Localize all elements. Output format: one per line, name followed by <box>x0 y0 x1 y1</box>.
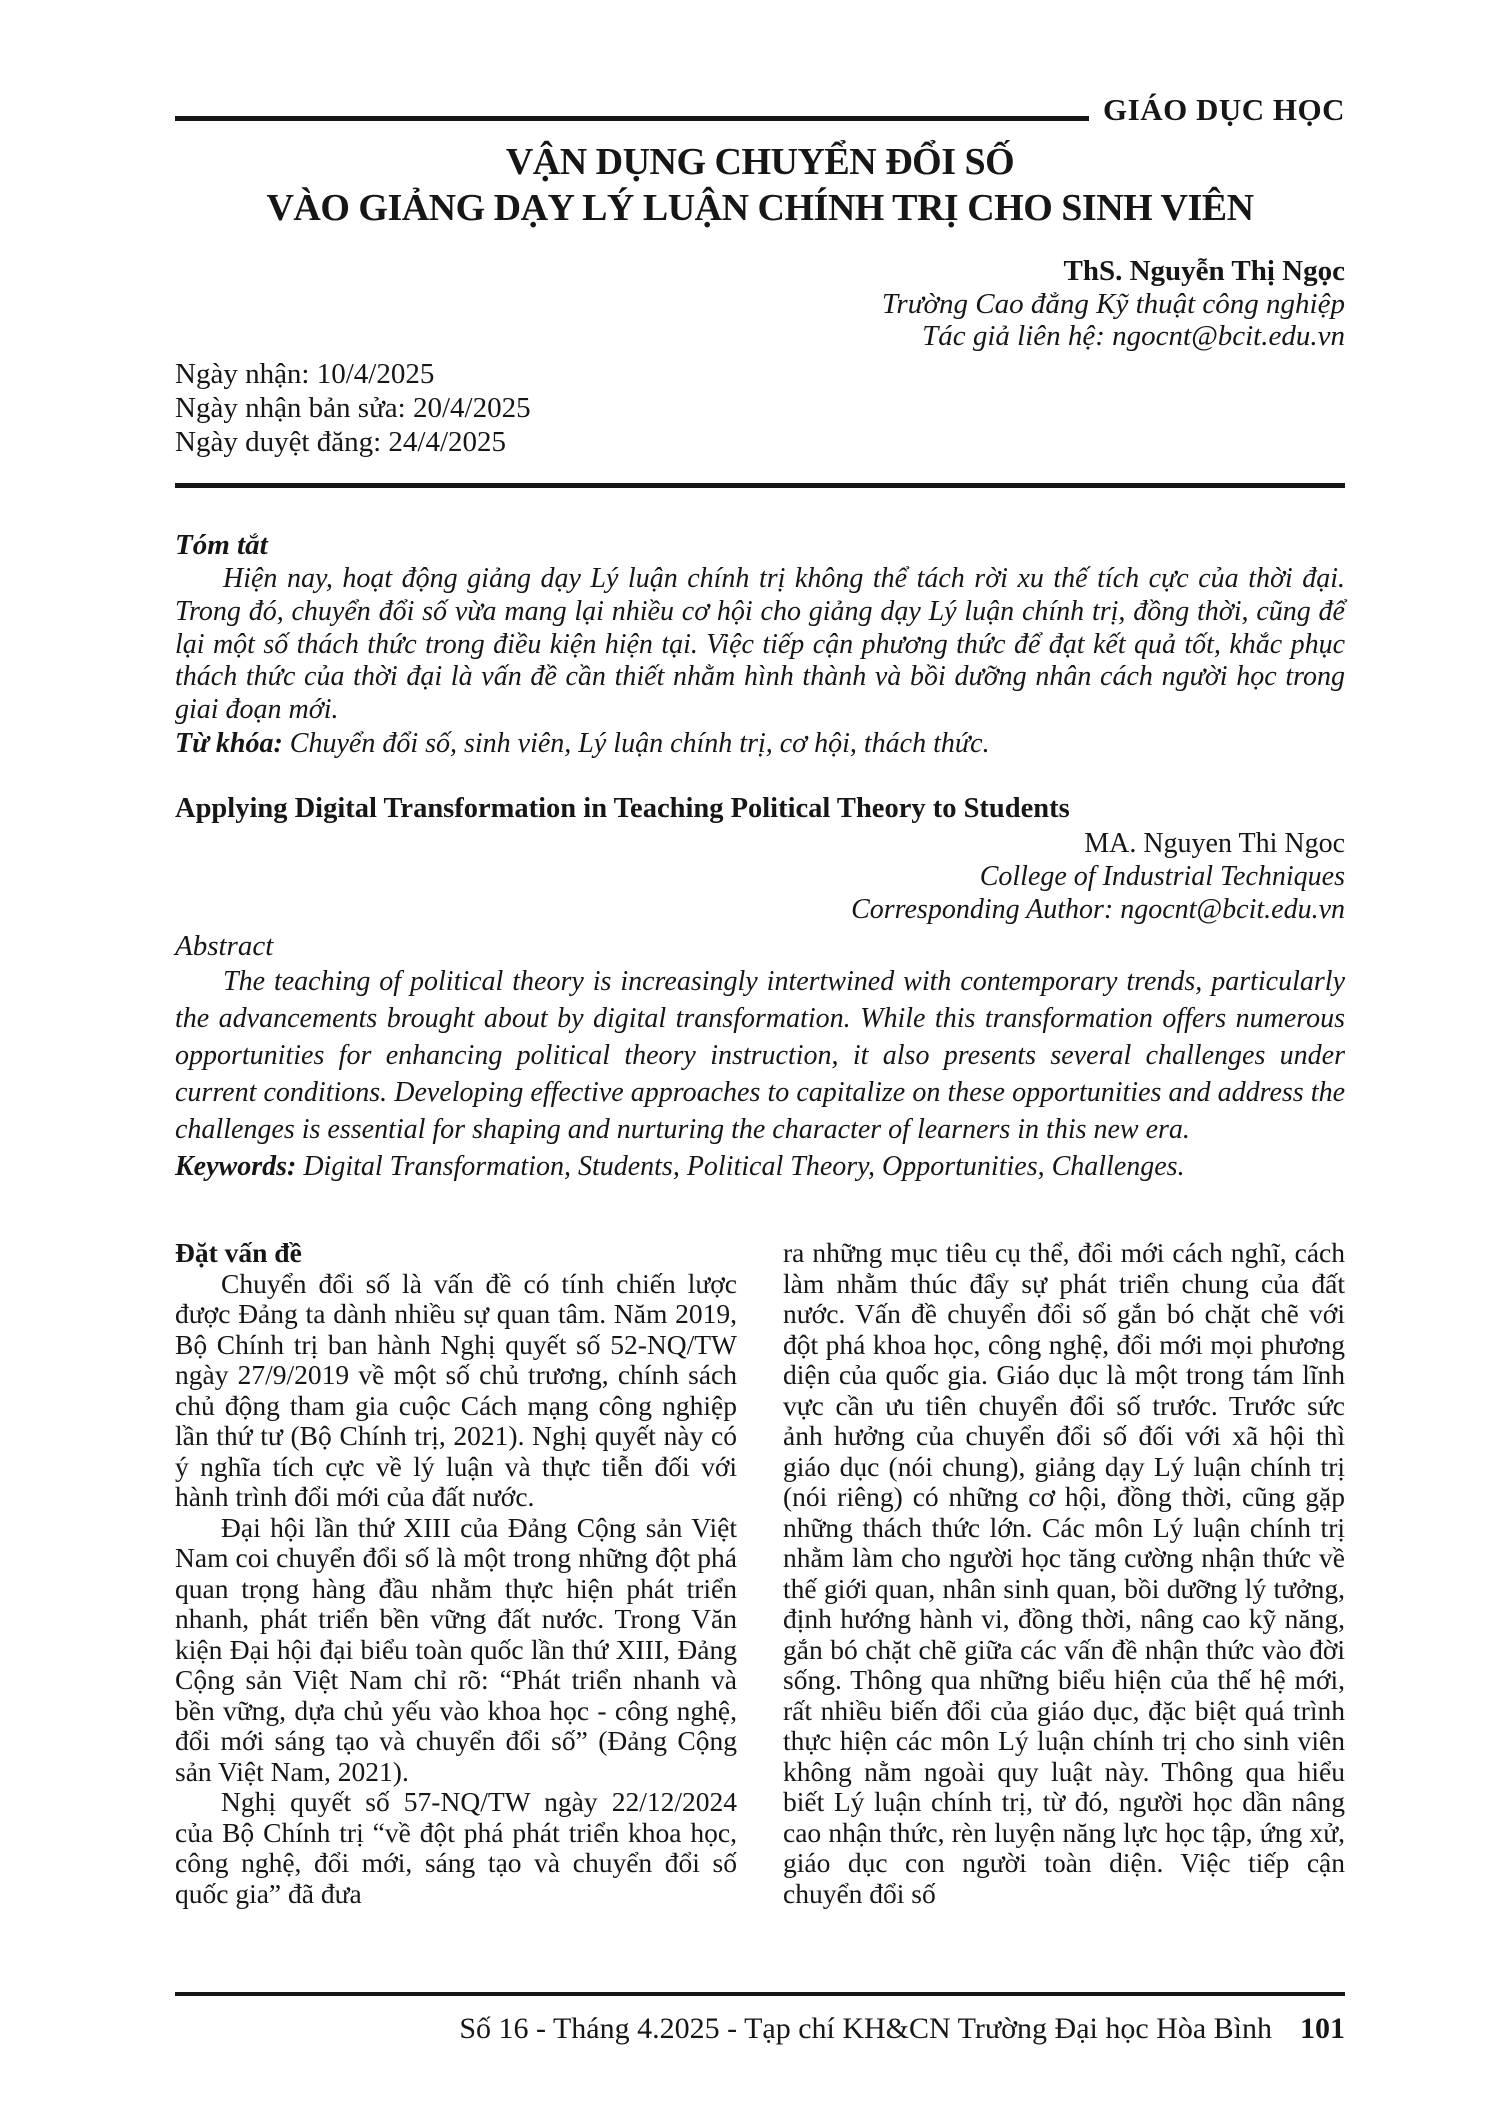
footer-line <box>175 2012 1345 2046</box>
date-received: Ngày nhận: 10/4/2025 <box>175 357 435 390</box>
keywords-en-label: Keywords: <box>175 1150 297 1182</box>
dates-block <box>175 357 1345 460</box>
author-block <box>175 255 1345 352</box>
body-left-column <box>175 1238 737 1909</box>
abstract-en <box>175 792 1345 1185</box>
abstract-vi <box>175 528 1345 760</box>
footer-text: Số 16 - Tháng 4.2025 - Tạp chí KH&CN Trường Đại học Hòa Bình <box>459 2012 1272 2045</box>
abstract-en-body: The teaching of political theory is increasingly intertwined with contemporary trends, particularly the advancements brought about by digital transformation. While this transformation offers numerous opportunities for enhancing political theory instruction, it also presents several challenges under current conditions. Developing effective approaches to capitalize on these opportunities and address the challenges is essential for shaping and nurturing the character of learners in this new era. <box>175 965 1345 1145</box>
paragraph: Nghị quyết số 57-NQ/TW ngày 22/12/2024 của Bộ Chính trị “về đột phá phát triển khoa học, công nghệ, đổi mới, sáng tạo và chuyển đổi số quốc gia” đã đưa <box>175 1786 737 1909</box>
date-accepted: Ngày duyệt đăng: 24/4/2025 <box>175 426 507 459</box>
en-title: Applying Digital Transformation in Teaching Political Theory to Students <box>175 793 1070 825</box>
page-header <box>175 92 1345 128</box>
footer-rule <box>175 1992 1345 1996</box>
paragraph: Đại hội lần thứ XIII của Đảng Cộng sản Việt Nam coi chuyển đổi số là một trong những đột phá quan trọng hàng đầu nhằm thực hiện phát triển nhanh, phát triển bền vững đất nước. Trong Văn kiện Đại hội đại biểu toàn quốc lần thứ XIII, Đảng Cộng sản Việt Nam chỉ rõ: “Phát triển nhanh và bền vững, dựa chủ yếu vào khoa học - công nghệ, đổi mới sáng tạo và chuyển đổi số” (Đảng Cộng sản Việt Nam, 2021). <box>175 1511 737 1787</box>
article-title-line2: VÀO GIẢNG DẠY LÝ LUẬN CHÍNH TRỊ CHO SINH VIÊN <box>266 186 1254 229</box>
section-heading: Đặt vấn đề <box>175 1237 302 1268</box>
author-contact: Tác giả liên hệ: ngocnt@bcit.edu.vn <box>922 320 1345 353</box>
author-affiliation: Trường Cao đẳng Kỹ thuật công nghiệp <box>881 287 1345 320</box>
divider-rule <box>175 483 1345 488</box>
keywords-vi-label: Từ khóa: <box>175 727 283 759</box>
en-contact: Corresponding Author: ngocnt@bcit.edu.vn <box>851 893 1345 925</box>
keywords-vi-text: Chuyển đổi số, sinh viên, Lý luận chính trị, cơ hội, thách thức. <box>289 727 990 759</box>
date-revised: Ngày nhận bản sửa: 20/4/2025 <box>175 391 531 424</box>
abstract-vi-heading: Tóm tắt <box>175 529 268 562</box>
article-title-line1: VẬN DỤNG CHUYỂN ĐỔI SỐ <box>505 141 1015 183</box>
paragraph: Chuyển đổi số là vấn đề có tính chiến lược được Đảng ta dành nhiều sự quan tâm. Năm 2019, Bộ Chính trị ban hành Nghị quyết số 52-NQ/TW ngày 27/9/2019 về một số chủ trương, chính sách chủ động tham gia cuộc Cách mạng công nghiệp lần thứ tư (Bộ Chính trị, 2021). Nghị quyết này có ý nghĩa tích cực về lý luận và thực tiễn đối với hành trình đổi mới của đất nước. <box>175 1267 737 1512</box>
header-rule <box>175 116 1089 121</box>
abstract-en-heading: Abstract <box>175 929 274 962</box>
keywords-en-text: Digital Transformation, Students, Political Theory, Opportunities, Challenges. <box>303 1150 1185 1182</box>
en-author: MA. Nguyen Thi Ngoc <box>1084 827 1345 859</box>
article-title <box>175 140 1345 231</box>
abstract-vi-body: Hiện nay, hoạt động giảng dạy Lý luận chính trị không thể tách rời xu thế tích cực của thời đại. Trong đó, chuyển đổi số vừa mang lại nhiều cơ hội cho giảng dạy Lý luận chính trị, đồng thời, cũng để lại một số thách thức trong điều kiện hiện tại. Việc tiếp cận phương thức để đạt kết quả tốt, khắc phục thách thức của thời đại là vấn đề cần thiết nhằm hình thành và bồi dưỡng nhân cách người học trong giai đoạn mới. <box>175 563 1345 726</box>
page-footer <box>175 1992 1345 2046</box>
author-name: ThS. Nguyễn Thị Ngọc <box>1063 255 1345 288</box>
en-affiliation: College of Industrial Techniques <box>979 860 1345 892</box>
keywords-en-line <box>175 1149 1345 1185</box>
body-columns <box>175 1238 1345 1909</box>
body-right-column <box>783 1238 1345 1909</box>
paragraph: ra những mục tiêu cụ thể, đổi mới cách nghĩ, cách làm nhằm thúc đẩy sự phát triển chung của đất nước. Vấn đề chuyển đổi số gắn bó chặt chẽ với đột phá khoa học, công nghệ, đổi mới mọi phương diện của quốc gia. Giáo dục là một trong tám lĩnh vực cần ưu tiên chuyển đổi số trước. Trước sức ảnh hưởng của chuyển đổi số đối với xã hội thì giáo dục (nói chung), giảng dạy Lý luận chính trị (nói riêng) có những cơ hội, đồng thời, cũng gặp những thách thức lớn. Các môn Lý luận chính trị nhằm làm cho người học tăng cường nhận thức về thế giới quan, nhân sinh quan, bồi dưỡng lý tưởng, định hướng hành vi, đồng thời, nâng cao kỹ năng, gắn bó chặt chẽ giữa các vấn đề nhận thức vào đời sống. Thông qua những biểu hiện của thế hệ mới, rất nhiều biến đổi của giáo dục, đặc biệt quá trình thực hiện các môn Lý luận chính trị cho sinh viên không nằm ngoài quy luật này. Thông qua hiểu biết Lý luận chính trị, từ đó, người học dần nâng cao nhận thức, rèn luyện năng lực học tập, ứng xử, giáo dục con người toàn diện. Việc tiếp cận chuyển đổi số <box>783 1237 1345 1909</box>
page-number: 101 <box>1300 2012 1345 2045</box>
section-label: GIÁO DỤC HỌC <box>1103 92 1345 127</box>
keywords-vi-line <box>175 727 1345 761</box>
front-matter <box>175 0 1345 1185</box>
